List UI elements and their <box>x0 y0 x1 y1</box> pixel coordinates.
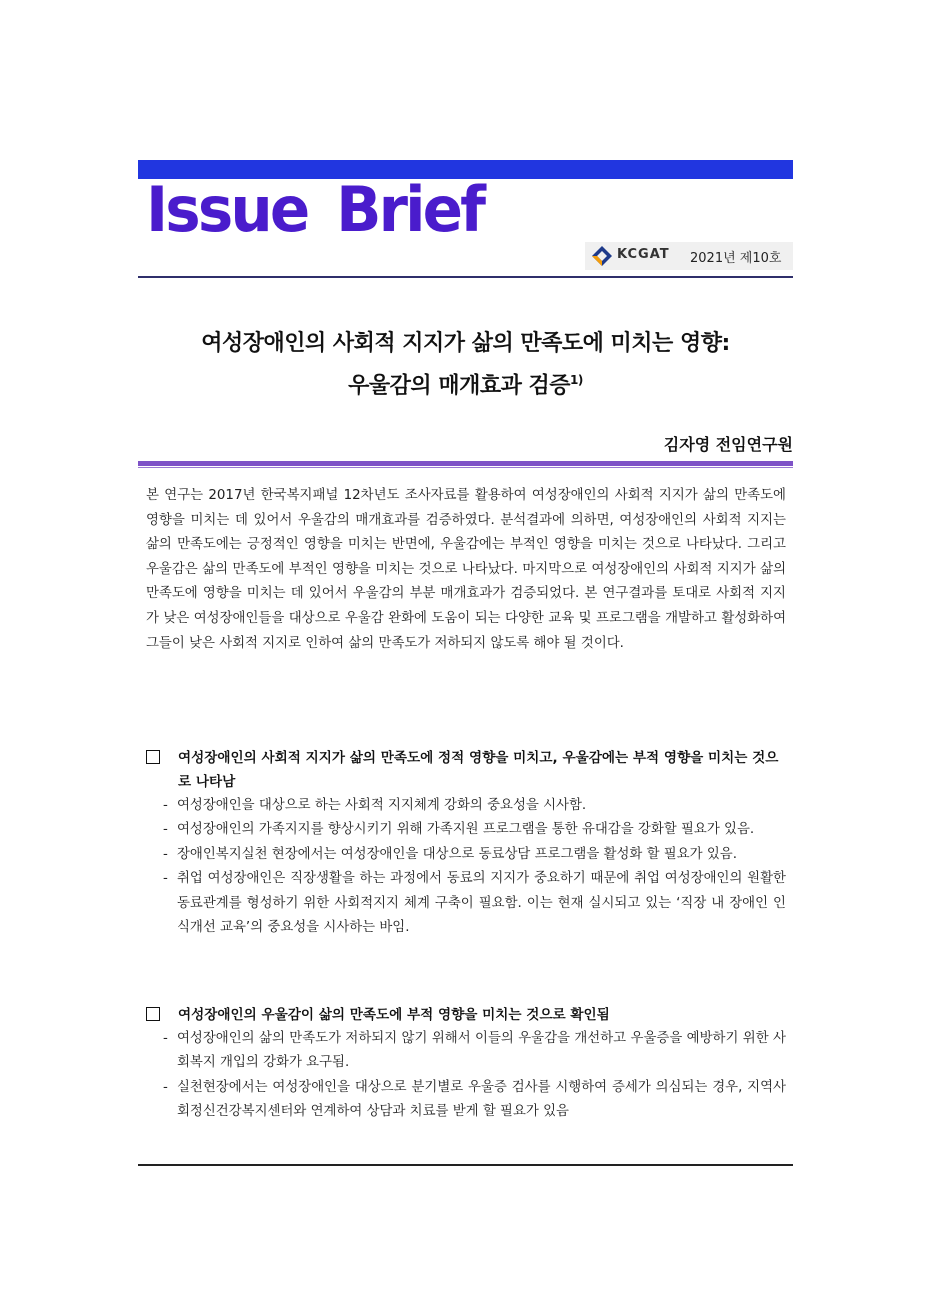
list-item-text: 여성장애인의 삶의 만족도가 저하되지 않기 위해서 이들의 우울감을 개선하고 우울증을 예방하기 위한 사회복지 개입의 강화가 요구됨. <box>177 1031 786 1071</box>
header-divider <box>138 276 793 278</box>
footer-divider <box>138 1164 793 1166</box>
list-item-text: 장애인복지실천 현장에서는 여성장애인을 대상으로 동료상담 프로그램을 활성화 할 필요가 있음. <box>177 846 737 862</box>
list-item: - 실천현장에서는 여성장애인을 대상으로 분기별로 우울증 검사를 시행하여 증세가 의심되는 경우, 지역사회정신건강복지센터와 연계하여 상담과 치료를 받게 할 필요가 있음 <box>163 1079 786 1120</box>
issue-number: 2021년 제10호 <box>690 251 782 266</box>
section-1-heading-text: 여성장애인의 사회적 지지가 삶의 만족도에 정적 영향을 미치고, 우울감에는 부적 영향을 미치는 것으로 나타남 <box>178 750 779 790</box>
section-1-list <box>146 794 786 940</box>
section-2-list <box>146 1027 786 1125</box>
checkbox-square-icon <box>146 1007 160 1021</box>
title-divider-thick <box>138 461 793 466</box>
list-item-text: 취업 여성장애인은 직장생활을 하는 과정에서 동료의 지지가 중요하기 때문에 취업 여성장애인의 원활한 동료관계를 형성하기 위한 사회적지지 체계 구축이 필요함. 이는 현재 실시되고 있는 ‘직장 내 장애인 인식개선 교육’의 중요성을 시사하는 바임. <box>177 871 786 936</box>
list-item-text: 여성장애인의 가족지지를 향상시키기 위해 가족지원 프로그램을 통한 유대감을 강화할 필요가 있음. <box>177 822 755 838</box>
list-item: - 여성장애인의 가족지지를 향상시키기 위해 가족지원 프로그램을 통한 유대감을 강화할 필요가 있음. <box>163 822 755 838</box>
title-line-1: 여성장애인의 사회적 지지가 삶의 만족도에 미치는 영향: <box>201 331 730 356</box>
section-2-heading <box>146 1003 786 1027</box>
list-item: - 여성장애인을 대상으로 하는 사회적 지지체계 강화의 중요성을 시사함. <box>163 798 587 813</box>
abstract-paragraph: 본 연구는 2017년 한국복지패널 12차년도 조사자료를 활용하여 여성장애인의 사회적 지지가 삶의 만족도에 영향을 미치는 데 있어서 우울감의 매개효과를 검증하였다. 분석결과에 의하면, 여성장애인의 사회적 지지는 삶의 만족도에는 긍정적인 영향을 미치는 반면에, 우울감에는 부적인 영향을 미치는 것으로 나타났다. 그리고 우울감은 삶의 만족도에 부적인 영향을 미치는 것으로 나타났다. 마지막으로 여성장애인의 사회적 지지가 삶의 만족도에 영향을 미치는 데 있어서 우울감의 부분 매개효과가 검증되었다. 본 연구결과를 토대로 사회적 지지가 낮은 여성장애인들을 대상으로 우울감 완화에 도움이 되는 다양한 교육 및 프로그램을 개발하고 활성화하여 그들이 낮은 사회적 지지로 인하여 삶의 만족도가 저하되지 않도록 해야 될 것이다. <box>146 488 786 651</box>
kcgat-logo-text: KCGAT <box>617 247 670 262</box>
section-2 <box>146 1003 786 1125</box>
footnote-mark[interactable]: 1) <box>570 373 583 387</box>
list-item: - 취업 여성장애인은 직장생활을 하는 과정에서 동료의 지지가 중요하기 때문에 취업 여성장애인의 원활한 동료관계를 형성하기 위한 사회적지지 체계 구축이 필요함. 이는 현재 실시되고 있는 ‘직장 내 장애인 인식개선 교육’의 중요성을 시사하는 바임. <box>163 871 786 936</box>
list-item: - 장애인복지실천 현장에서는 여성장애인을 대상으로 동료상담 프로그램을 활성화 할 필요가 있음. <box>163 846 737 862</box>
document-title <box>138 326 793 404</box>
section-1 <box>146 746 786 940</box>
title-line-2-text: 우울감의 매개효과 검증 <box>348 373 570 399</box>
list-item-text: 여성장애인을 대상으로 하는 사회적 지지체계 강화의 중요성을 시사함. <box>177 798 587 813</box>
checkbox-square-icon <box>146 750 160 764</box>
list-item-text: 실천현장에서는 여성장애인을 대상으로 분기별로 우울증 검사를 시행하여 증세가 의심되는 경우, 지역사회정신건강복지센터와 연계하여 상담과 치료를 받게 할 필요가 있음 <box>177 1079 786 1120</box>
author-name: 김자영 전임연구원 <box>663 435 793 454</box>
section-2-heading-text: 여성장애인의 우울감이 삶의 만족도에 부적 영향을 미치는 것으로 확인됨 <box>178 1007 610 1023</box>
title-divider-thin <box>138 467 793 468</box>
section-1-heading <box>146 746 786 794</box>
brand-word-issue: Issue <box>146 173 308 246</box>
title-line-2 <box>138 362 793 404</box>
list-item: - 여성장애인의 삶의 만족도가 저하되지 않기 위해서 이들의 우울감을 개선하고 우울증을 예방하기 위한 사회복지 개입의 강화가 요구됨. <box>163 1031 786 1071</box>
issue-brief-brand <box>146 170 483 250</box>
brand-word-brief: Brief <box>336 173 484 246</box>
kcgat-logo-icon <box>591 245 613 267</box>
